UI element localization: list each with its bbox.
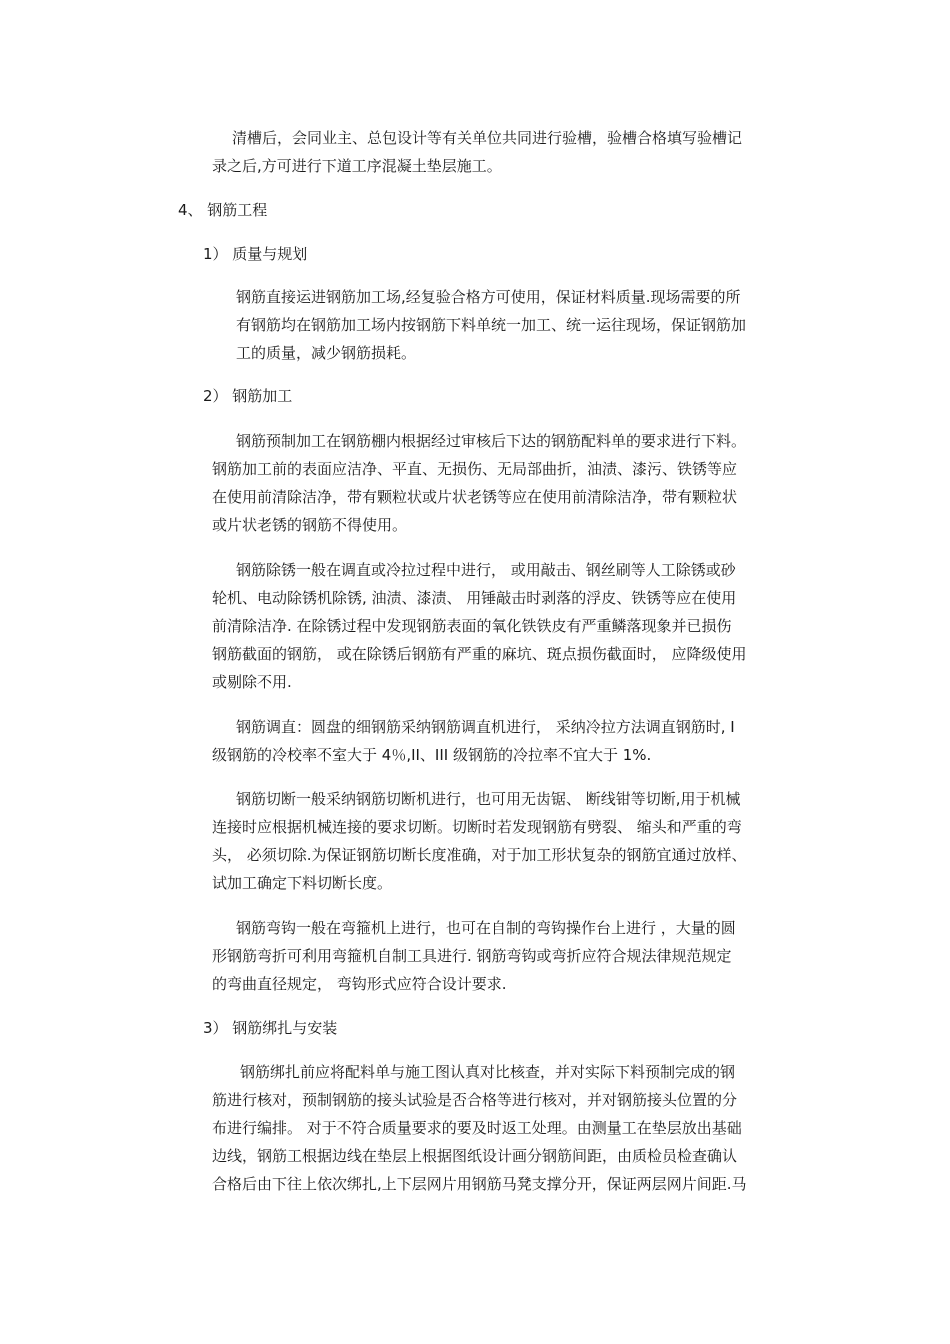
processing-paragraph-5-cont xyxy=(212,942,732,998)
text-line: 合格后由下往上依次绑扎,上下层网片用钢筋马凳支撑分开，保证两层网片间距.马 xyxy=(212,1175,747,1193)
text-line: 边线，钢筋工根据边线在垫层上根据图纸设计画分钢筋间距，由质检员检查确认 xyxy=(212,1147,738,1165)
text-line: 或片状老锈的钢筋不得使用。 xyxy=(212,516,408,534)
binding-paragraph xyxy=(240,1058,735,1086)
text-line: 工的质量，减少钢筋损耗。 xyxy=(236,344,417,362)
text-line: 有钢筋均在钢筋加工场内按钢筋下料单统一加工、统一运往现场，保证钢筋加 xyxy=(236,316,747,334)
processing-paragraph-1-cont xyxy=(212,455,737,539)
text-line: 钢筋直接运进钢筋加工场,经复验合格方可使用，保证材料质量.现场需要的所 xyxy=(236,288,741,306)
text-line: 或剔除不用. xyxy=(212,673,292,691)
quality-paragraph xyxy=(236,283,741,311)
subsection-heading-2: 2） 钢筋加工 xyxy=(203,387,293,405)
processing-paragraph-3 xyxy=(236,713,735,741)
text-line: 钢筋截面的钢筋， 或在除锈后钢筋有严重的麻坑、斑点损伤截面时， 应降级使用 xyxy=(212,645,747,663)
text-line: 级钢筋的冷校率不室大于 4％,II、III 级钢筋的冷拉率不宜大于 1%. xyxy=(212,746,652,764)
processing-paragraph-1 xyxy=(236,427,746,455)
processing-paragraph-3-cont xyxy=(212,741,651,769)
text-line: 形钢筋弯折可利用弯箍机自制工具进行. 钢筋弯钩或弯折应符合规法律规范规定 xyxy=(212,947,732,965)
processing-paragraph-4-cont xyxy=(212,813,747,897)
text-line: 前清除洁净. 在除锈过程中发现钢筋表面的氧化铁铁皮有严重鳞落现象并已损伤 xyxy=(212,617,732,635)
processing-paragraph-2-cont xyxy=(212,584,747,696)
text-line: 钢筋绑扎前应将配料单与施工图认真对比核查，并对实际下料预制完成的钢 xyxy=(240,1063,736,1081)
subsection-heading-1: 1） 质量与规划 xyxy=(203,245,308,263)
subsection-heading-3: 3） 钢筋绑扎与安装 xyxy=(203,1019,338,1037)
processing-paragraph-5 xyxy=(236,914,736,942)
text-line: 轮机、电动除锈机除锈, 油渍、漆渍、 用锤敲击时剥落的浮皮、铁锈等应在使用 xyxy=(212,589,737,607)
intro-paragraph xyxy=(232,124,802,152)
text-line: 筋进行核对，预制钢筋的接头试验是否合格等进行核对，并对钢筋接头位置的分 xyxy=(212,1091,738,1109)
intro-paragraph-cont xyxy=(212,152,502,180)
text-line: 钢筋切断一般采纳钢筋切断机进行，也可用无齿锯、 断线钳等切断,用于机械 xyxy=(236,790,741,808)
section-heading: 4、 钢筋工程 xyxy=(178,201,268,219)
text-line: 钢筋调直：圆盘的细钢筋采纳钢筋调直机进行， 采纳冷拉方法调直钢筋时, I xyxy=(236,718,735,736)
text-line: 清槽后，会同业主、总包设计等有关单位共同进行验槽，验槽合格填写验槽记 xyxy=(232,129,743,147)
text-line: 头， 必须切除.为保证钢筋切断长度准确，对于加工形状复杂的钢筋宜通过放样、 xyxy=(212,846,747,864)
text-line: 钢筋加工前的表面应洁净、平直、无损伤、无局部曲折，油渍、漆污、铁锈等应 xyxy=(212,460,738,478)
text-line: 钢筋预制加工在钢筋棚内根据经过审核后下达的钢筋配料单的要求进行下料。 xyxy=(236,432,747,450)
text-line: 钢筋除锈一般在调直或冷拉过程中进行， 或用敲击、钢丝刷等人工除锈或砂 xyxy=(236,561,736,579)
text-line: 布进行编排。 对于不符合质量要求的要及时返工处理。由测量工在垫层放出基础 xyxy=(212,1119,742,1137)
text-line: 的弯曲直径规定， 弯钩形式应符合设计要求. xyxy=(212,975,507,993)
text-line: 录之后,方可进行下道工序混凝土垫层施工。 xyxy=(212,157,502,175)
processing-paragraph-2 xyxy=(236,556,736,584)
text-line: 在使用前清除洁净，带有颗粒状或片状老锈等应在使用前清除洁净，带有颗粒状 xyxy=(212,488,738,506)
text-line: 连接时应根据机械连接的要求切断。切断时若发现钢筋有劈裂、 缩头和严重的弯 xyxy=(212,818,742,836)
text-line: 钢筋弯钩一般在弯箍机上进行，也可在自制的弯钩操作台上进行 ，大量的圆 xyxy=(236,919,736,937)
processing-paragraph-4 xyxy=(236,785,741,813)
binding-paragraph-cont xyxy=(212,1086,747,1198)
text-line: 试加工确定下料切断长度。 xyxy=(212,874,393,892)
quality-paragraph-cont xyxy=(236,311,746,367)
